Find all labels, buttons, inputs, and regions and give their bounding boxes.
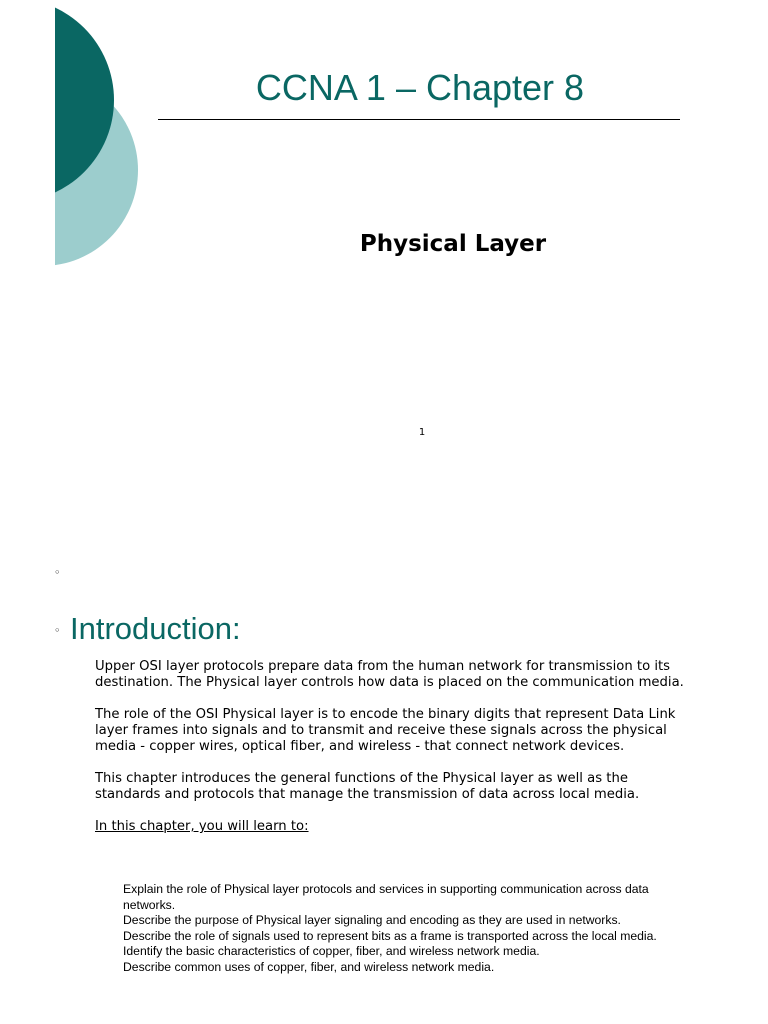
list-item: Describe the role of signals used to represent bits as a frame is transported across the local media.: [123, 928, 657, 943]
intro-paragraph: This chapter introduces the general functions of the Physical layer as well as the standards and protocols that manage the transmission of data across local media.: [95, 771, 640, 802]
slide-title: CCNA 1 – Chapter 8: [255, 67, 585, 108]
list-item: Describe common uses of copper, fiber, and wireless network media.: [123, 959, 495, 974]
slide-subtitle: Physical Layer: [359, 231, 547, 257]
list-item: Explain the role of Physical layer protocols and services in supporting communication across data networks.: [123, 882, 649, 912]
title-rule: [158, 119, 680, 120]
intro-paragraph: Upper OSI layer protocols prepare data from the human network for transmission to its destination. The Physical layer controls how data is placed on the communication media.: [95, 659, 684, 690]
learn-heading: In this chapter, you will learn to:: [95, 819, 309, 834]
intro-body: [95, 659, 685, 843]
learning-goals-list: [123, 882, 683, 975]
list-item: Describe the purpose of Physical layer signaling and encoding as they are used in networks.: [123, 913, 621, 927]
intro-paragraph: The role of the OSI Physical layer is to encode the binary digits that represent Data Link layer frames into signals and to transmit and receive these signals across the physical media - copper wires, optical fiber, and wireless - that connect network devices.: [95, 707, 676, 754]
bullet-icon: ◦: [54, 566, 61, 579]
section-heading: Introduction:: [70, 611, 241, 646]
decorative-circles: [0, 0, 150, 300]
bullet-icon: ◦: [54, 624, 61, 637]
page-number: 1: [418, 427, 426, 438]
list-item: Identify the basic characteristics of copper, fiber, and wireless network media.: [123, 944, 540, 958]
